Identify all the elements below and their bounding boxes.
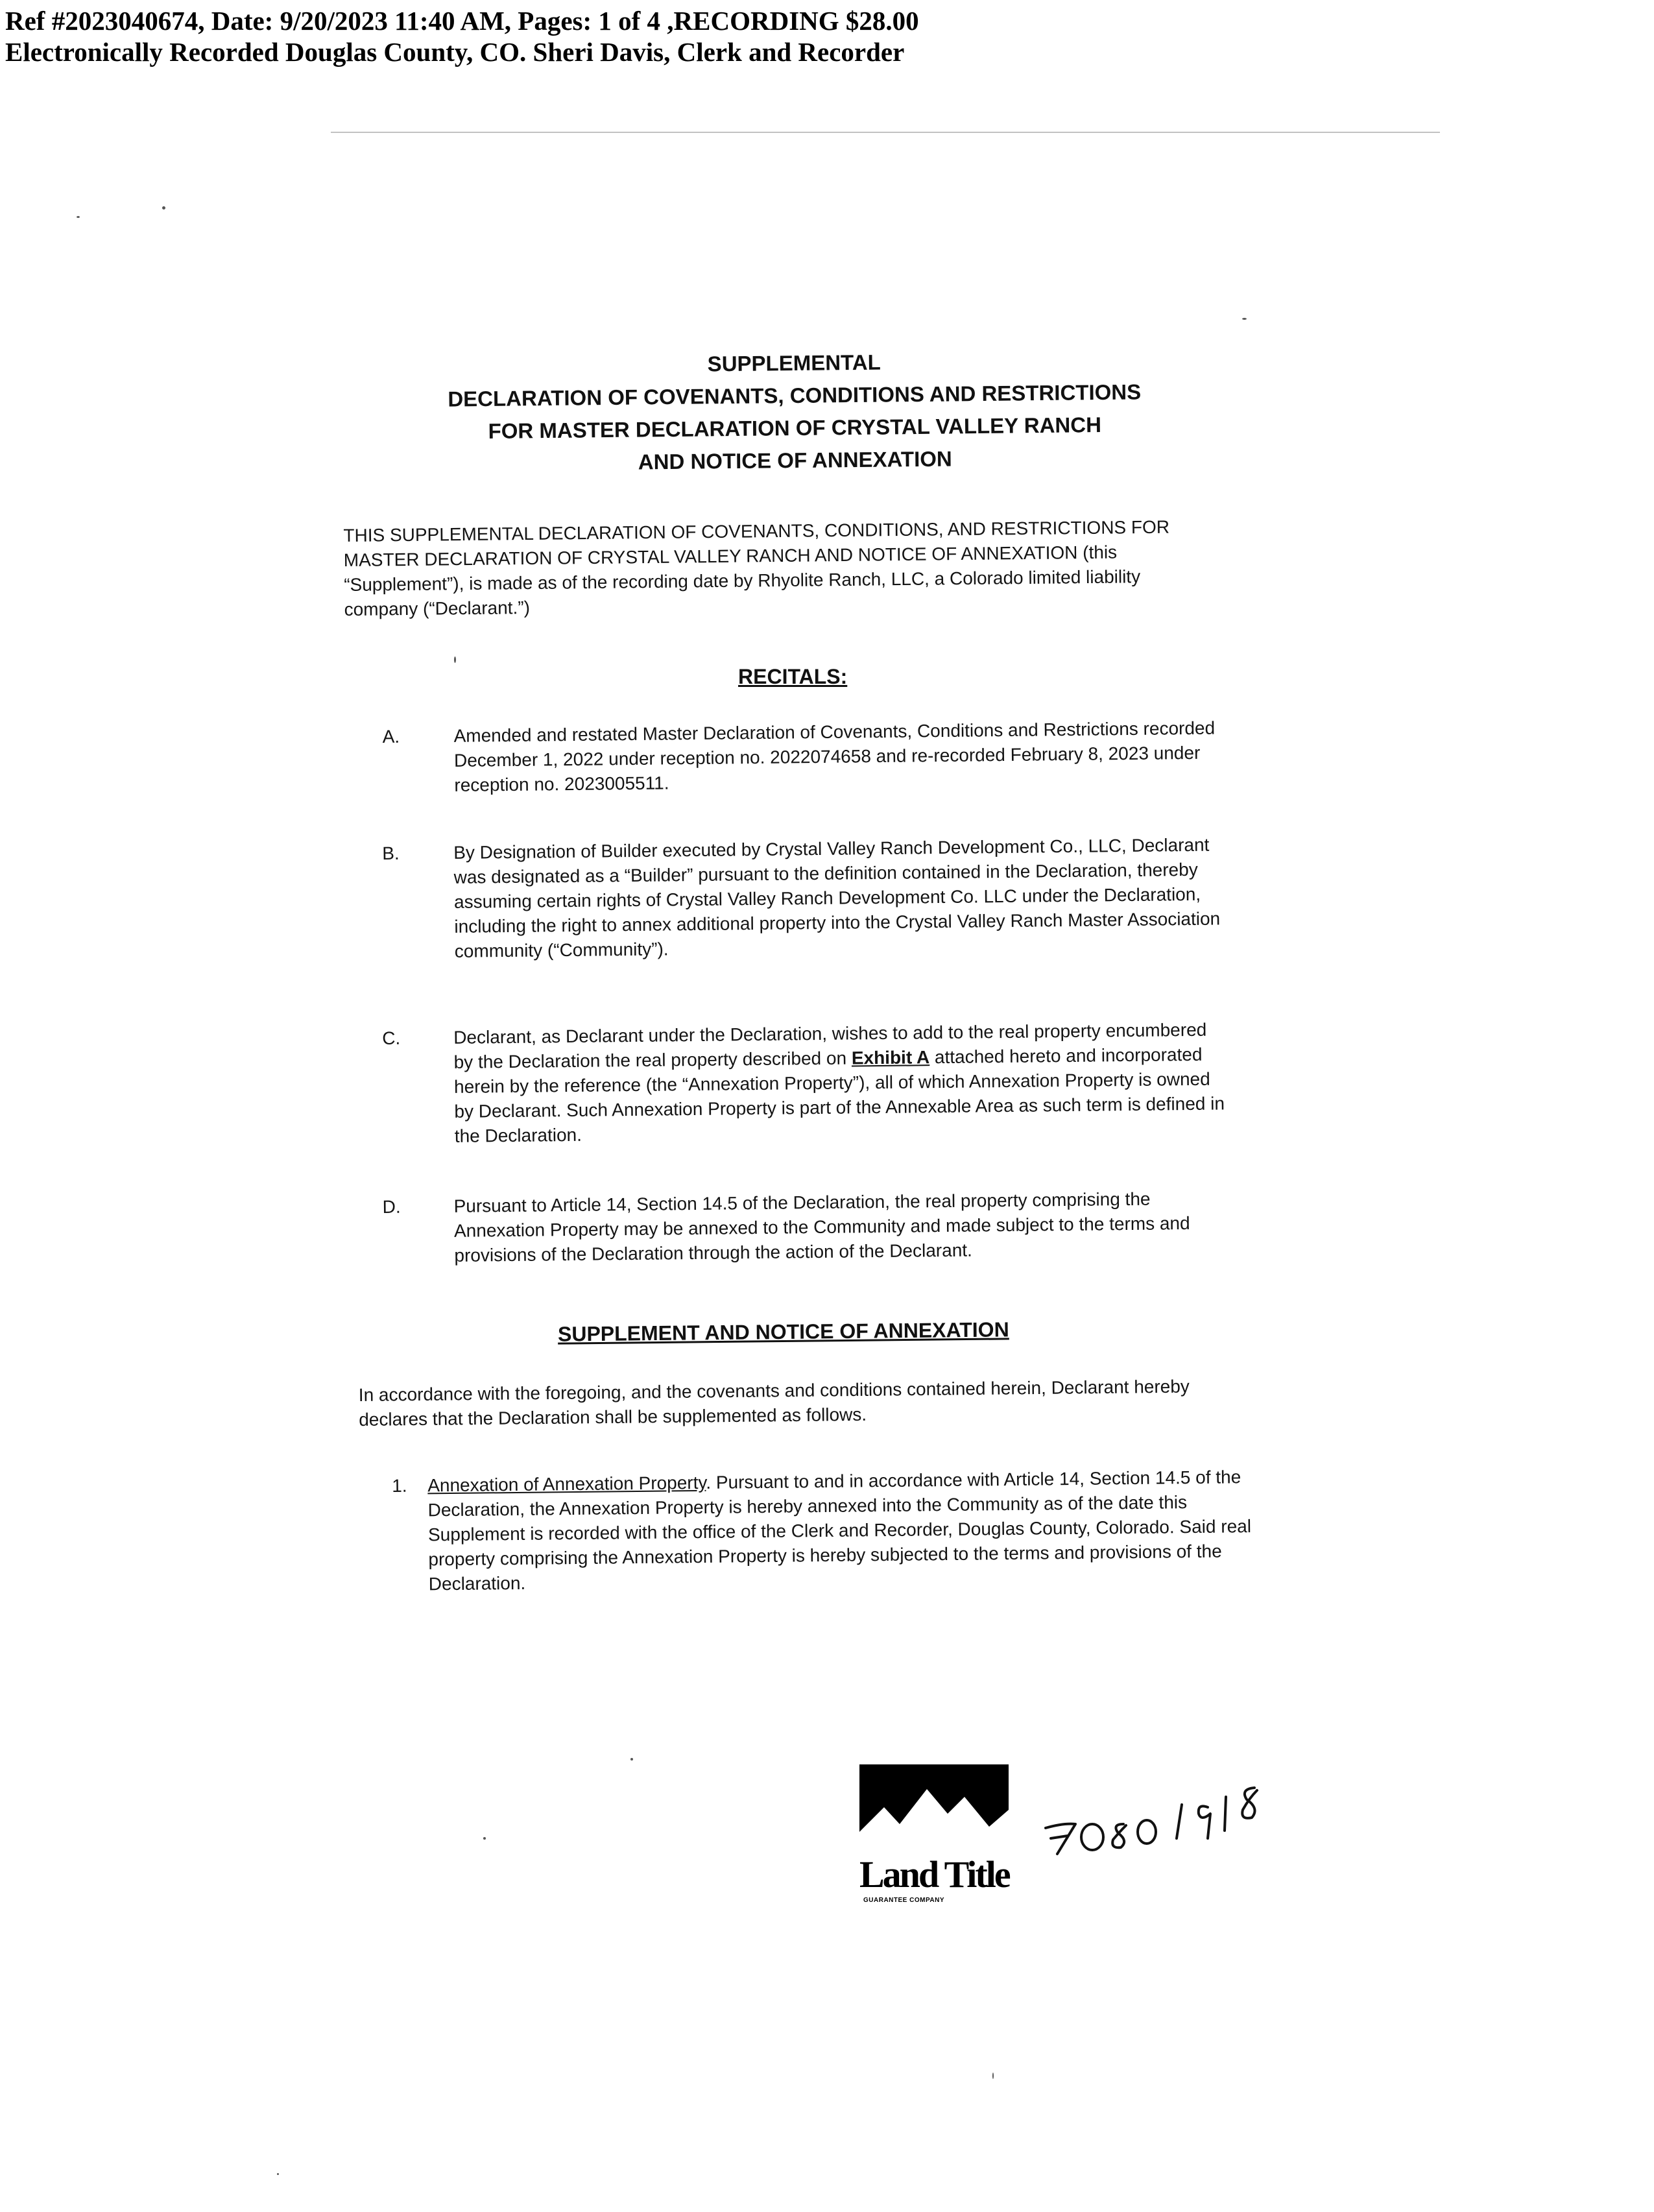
item-text: [427, 1465, 1252, 1596]
recital-a: [382, 715, 1252, 799]
recital-letter: B.: [382, 843, 400, 864]
recital-text: Amended and restated Master Declaration of Covenants, Conditions and Restrictions recorded December 1, 2022 under reception no. 2022074658 and re-recorded February 8, 2023 under reception no. 2023005511.: [453, 717, 1216, 795]
item-body: . Pursuant to and in accordance with Article 14, Section 14.5 of the Declaration, the Annexation Property is hereby annexed into the Community as of the date this Supplement is recorded with the office of the Clerk and Recorder, Douglas County, Colorado. Said real property comprising the Annexation Property is hereby subjected to the terms and provisions of the Declaration.: [427, 1467, 1252, 1594]
logo-tagline: GUARANTEE COMPANY: [863, 1897, 944, 1904]
item-number: 1.: [392, 1475, 407, 1496]
intro-paragraph: THIS SUPPLEMENTAL DECLARATION OF COVENANTS, CONDITIONS, AND RESTRICTIONS FOR MASTER DECLARATION OF CRYSTAL VALLEY RANCH AND NOTICE OF ANNEXATION (this “Supplement”), is made as of the recording date by Rhyolite Ranch, LLC, a Colorado limited liability company (“Declarant.”): [343, 516, 1170, 620]
recital-d: [382, 1186, 1252, 1269]
recording-stamp-line-2: Electronically Recorded Douglas County, CO. Sheri Davis, Clerk and Recorder: [5, 37, 905, 67]
title-line-1: SUPPLEMENTAL: [707, 350, 881, 376]
recital-text-part: Declarant, as Declarant under the Declaration, wishes to add to the real property encumbered by the Declaration the real property described on: [453, 1019, 1207, 1072]
mountain-logo-icon: [859, 1764, 1009, 1849]
recording-stamp-line-1: Ref #2023040674, Date: 9/20/2023 11:40 AM, Pages: 1 of 4 ,RECORDING $28.00: [5, 6, 919, 36]
recording-stamp: [5, 5, 919, 67]
exhibit-a-reference: Exhibit A: [851, 1047, 930, 1068]
recital-letter: A.: [382, 726, 400, 747]
title-line-4: AND NOTICE OF ANNEXATION: [638, 446, 952, 474]
item-title: Annexation of Annexation Property: [427, 1472, 706, 1496]
recital-letter: D.: [382, 1196, 401, 1218]
scan-speck: [77, 216, 80, 218]
recital-text: Pursuant to Article 14, Section 14.5 of the Declaration, the real property comprising the Annexation Property may be annexed to the Community and made subject to the terms and provisions of the Declaration through the action of the Declarant.: [453, 1188, 1190, 1266]
supplement-item-1: [392, 1465, 1256, 1597]
title-line-2: DECLARATION OF COVENANTS, CONDITIONS AND RESTRICTIONS: [448, 379, 1142, 411]
scan-artifact-line: [331, 132, 1440, 133]
handwritten-file-number: [1038, 1771, 1284, 1862]
recital-c: [382, 1017, 1252, 1149]
title-line-3: FOR MASTER DECLARATION OF CRYSTAL VALLEY RANCH: [488, 413, 1102, 443]
scan-speck: [162, 206, 165, 210]
supplement-heading: SUPPLEMENT AND NOTICE OF ANNEXATION: [557, 1317, 1009, 1346]
recital-text: By Designation of Builder executed by Crystal Valley Ranch Development Co., LLC, Declarant was designated as a “Builder” pursuant to the definition contained in the Declaration, thereby assuming certain rights of Crystal Valley Ranch Development Co. LLC under the Declaration, including the right to annex additional property into the Crystal Valley Ranch Master Association community (“Community”).: [453, 834, 1221, 961]
supplement-intro: In accordance with the foregoing, and the covenants and conditions contained herein, Declarant hereby declares that the Declaration shall be supplemented as follows.: [358, 1376, 1190, 1430]
recital-letter: C.: [382, 1028, 401, 1049]
document-title: [324, 342, 1265, 481]
scan-speck: [992, 2073, 994, 2079]
scan-speck: [277, 2173, 279, 2175]
recitals-heading: RECITALS:: [738, 665, 848, 688]
scan-speck: [454, 656, 456, 663]
recital-text: [453, 1017, 1227, 1148]
recital-b: [382, 832, 1252, 965]
scan-speck: [483, 1837, 486, 1840]
scan-speck: [630, 1758, 633, 1761]
scan-speck: [1242, 318, 1247, 320]
logo-name: Land Title: [859, 1853, 1009, 1895]
land-title-logo: [859, 1764, 1022, 1914]
recital-text-part: attached hereto and incorporated herein by the reference (the “Annexation Property”), all of which Annexation Property is owned by Declarant. Such Annexation Property is part of the Annexable Area as such term is defined in the Declaration.: [453, 1044, 1225, 1146]
